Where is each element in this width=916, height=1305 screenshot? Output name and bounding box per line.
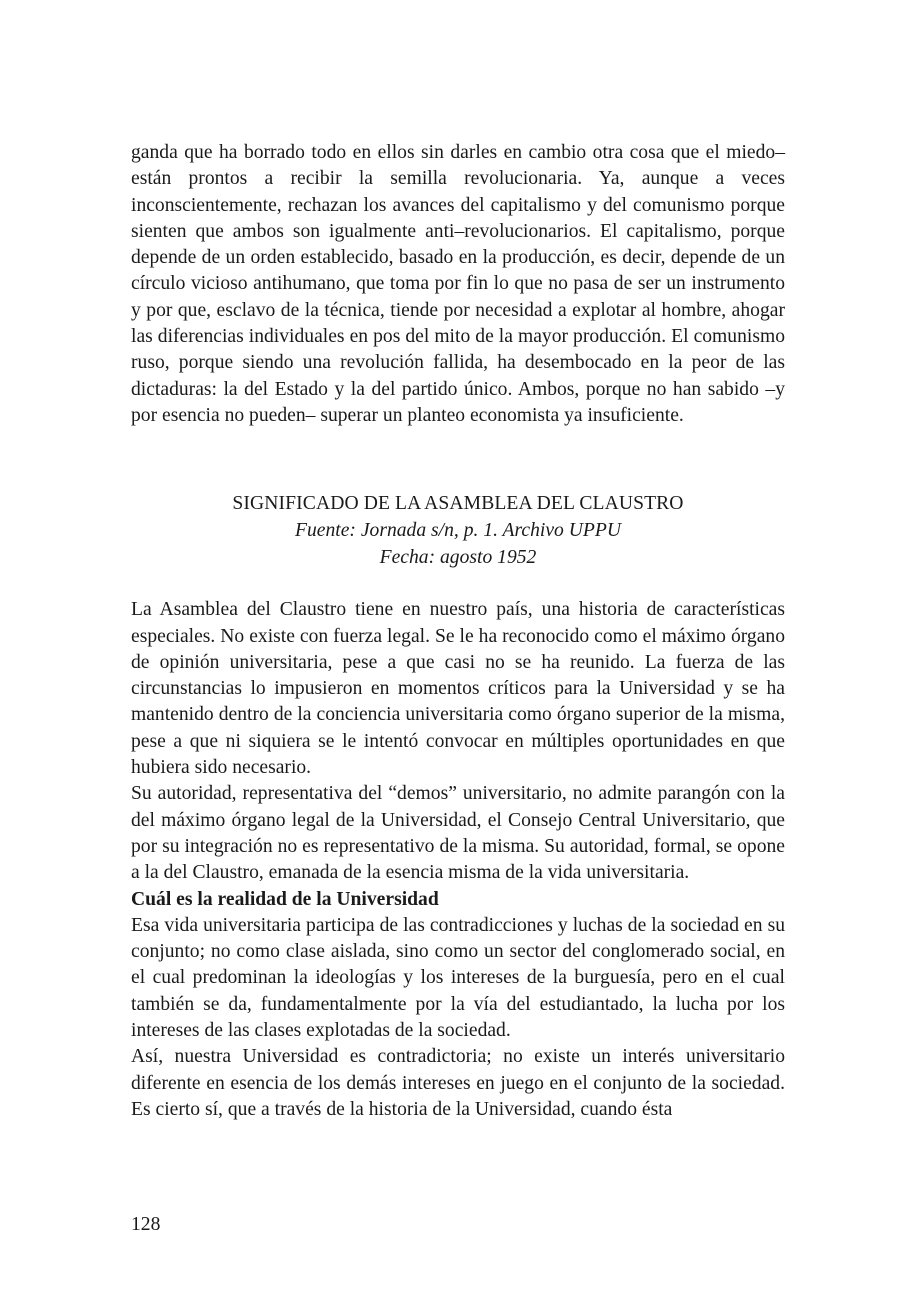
body-paragraph-1: La Asamblea del Claustro tiene en nuestro país, una historia de características especiales. No existe con fuerza legal. Se le ha reconocido como el máximo órgano de opinión universitaria, pese a que casi no se ha reunido. La fuerza de las circunstancias lo impusieron en momentos críticos para la Universidad y se ha mantenido dentro de la conciencia universitaria como órgano superior de la misma, pese a que ni siquiera se le intentó convocar en múltiples oportunidades en que hubiera sido necesario. [131, 599, 785, 779]
body-paragraph-3: Esa vida universitaria participa de las contradicciones y luchas de la sociedad en su conjunto; no como clase aislada, sino como un sector del conglomerado social, en el cual predominan la ideologías y los intereses de la burguesía, pero en el cual también se da, fundamentalmente por la vía del estudiantado, la lucha por los intereses de las clases explotadas de la sociedad. [131, 914, 785, 1042]
page-number: 128 [131, 1214, 161, 1235]
section-header [131, 490, 785, 571]
section-body [131, 597, 785, 1123]
opening-paragraph: ganda que ha borrado todo en ellos sin darles en cambio otra cosa que el miedo– están prontos a recibir la semilla revolucionaria. Ya, aunque a veces inconscientemente, rechazan los avances del capitalismo y del comunismo porque sienten que ambos son igualmente anti–revolucionarios. El capitalismo, porque depende de un orden establecido, basado en la producción, es decir, depende de un círculo vicioso antihumano, que toma por fin lo que no pasa de ser un instrumento y por que, esclavo de la técnica, tiende por necesidad a explotar al hombre, ahogar las diferencias individuales en pos del mito de la mayor producción. El comunismo ruso, porque siendo una revolución fallida, ha desembocado en la peor de las dictaduras: la del Estado y la del partido único. Ambos, porque no han sabido –y por esencia no pueden– superar un planteo economista ya insuficiente. [131, 142, 785, 426]
body-paragraph-4: Así, nuestra Universidad es contradictoria; no existe un interés universitario diferente en esencia de los demás intereses en juego en el conjunto de la sociedad. Es cierto sí, que a través de la historia de la Universidad, cuando ésta [131, 1046, 785, 1120]
page-content [131, 140, 785, 1123]
section-source: Fuente: Jornada s/n, p. 1. Archivo UPPU [295, 520, 621, 542]
body-paragraph-2: Su autoridad, representativa del “demos” universitario, no admite parangón con la del máximo órgano legal de la Universidad, el Consejo Central Universitario, que por su integración no es representativo de la misma. Su autoridad, formal, se opone a la del Claustro, emanada de la esencia misma de la vida universitaria. [131, 783, 785, 884]
section-title: SIGNIFICADO DE LA ASAMBLEA DEL CLAUSTRO [232, 493, 684, 515]
subheading: Cuál es la realidad de la Universidad [131, 888, 439, 910]
section-date: Fecha: agosto 1952 [379, 547, 537, 569]
